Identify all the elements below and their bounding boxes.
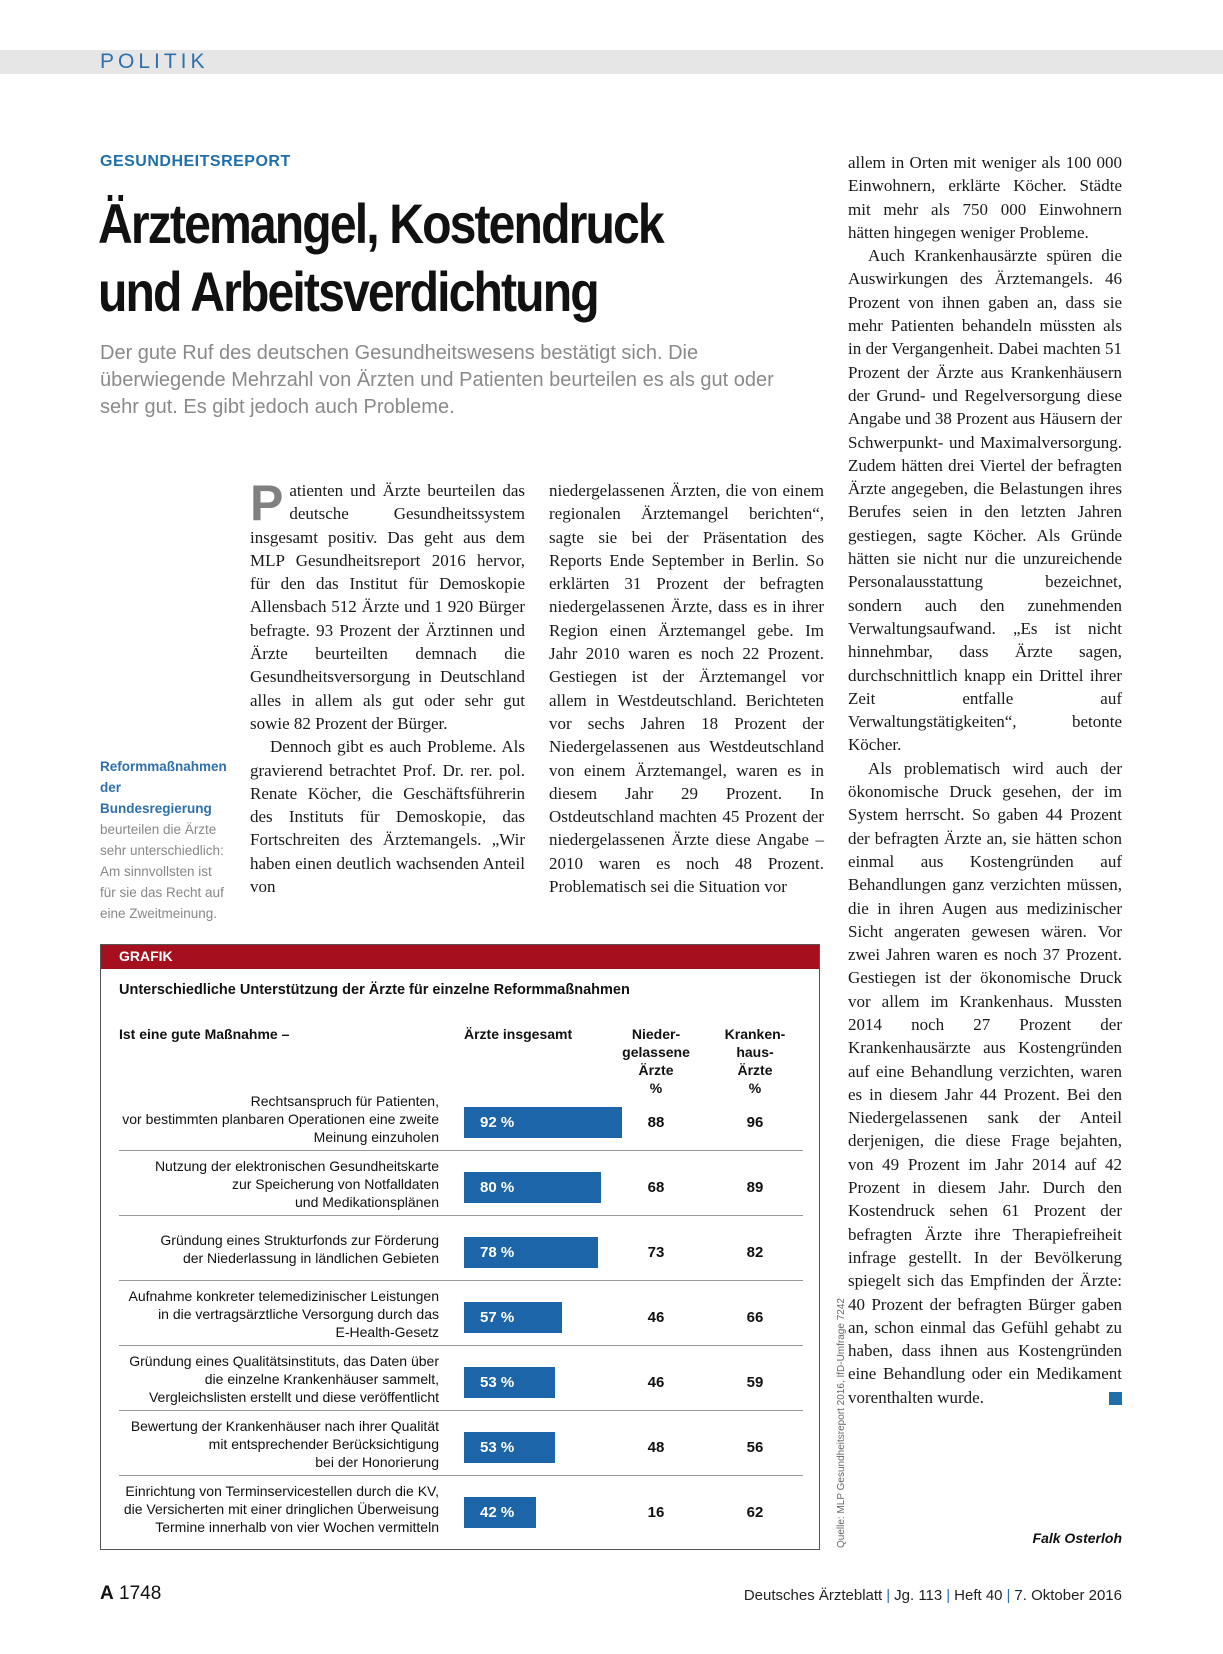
chart-row [101, 1476, 819, 1541]
paragraph: niedergelassenen Ärzten, die von einem regionalen Ärztemangel berichten“, sagte sie bei der Präsentation des Reports Ende September in Berlin. So erklärten 31 Prozent der befragten niedergelassenen Ärzte, dass es in ihrer Region einen Ärztemangel gebe. Im Jahr 2010 waren es noch 22 Prozent. Gestiegen ist der Ärztemangel vor allem in Westdeutschland. Berichteten vor sechs Jahren 18 Prozent der Niedergelassenen aus Westdeutschland von einem Ärztemangel, waren es in diesem Jahr 29 Prozent. In Ostdeutschland machten 45 Prozent der niedergelassenen Ärzte diese Angabe – 2010 waren es noch 48 Prozent. Problematisch sei die Situation vor [549, 481, 824, 897]
separator: | [886, 1587, 891, 1604]
sidebar-caption [100, 756, 226, 924]
end-mark-icon [1109, 1392, 1122, 1405]
separator: | [1006, 1587, 1011, 1604]
category-header: Ist eine gute Maßnahme – [119, 1026, 290, 1042]
value-niedergelassen: 73 [647, 1244, 665, 1261]
author: Falk Osterloh [1032, 1530, 1122, 1546]
column-header-krankenhaus: Kranken- haus- Ärzte % [724, 1026, 786, 1096]
article-kicker: GESUNDHEITSREPORT [100, 153, 291, 170]
headline-line-2: und Arbeitsverdichtung [98, 260, 598, 323]
bar-aerzte-insgesamt [464, 1172, 601, 1203]
volume: Jg. 113 [894, 1587, 943, 1604]
paragraph: Auch Krankenhausärzte spüren die Auswirkungen des Ärztemangels. 46 Prozent von ihnen gaben an, dass sie mehr Patienten behandeln müssten als in der Vergangenheit. Dabei machten 51 Prozent der Ärzte aus Krankenhäusern der Grund- und Regelversorgung diese Angabe und 38 Prozent aus Häusern der Schwerpunkt- und Maximalversorgung. Zudem hätten drei Viertel der befragten Ärzte angegeben, die Belastungen ihres Berufes seien in den letzten Jahren gestiegen, sagte Köcher. Als Gründe hätten sie nicht nur die unzureichende Personalausstattung bezeichnet, sondern auch den zunehmenden Verwaltungsaufwand. „Es ist nicht hinnehmbar, dass Ärzte sagen, durchschnittlich knapp ein Drittel ihrer Zeit entfalle auf Verwaltungstätigkeiten“, betonte Köcher. [848, 246, 1122, 755]
bar-value-label: 80 % [480, 1179, 515, 1196]
section-label: POLITIK [100, 50, 209, 73]
figure-source: Quelle: MLP Gesundheitsreport 2016, IfD-Umfrage 7242 [836, 1298, 847, 1548]
value-niedergelassen: 16 [647, 1504, 665, 1521]
chart-row [101, 1281, 819, 1346]
body-column-3 [848, 151, 1122, 1409]
bar-value-label: 53 % [480, 1374, 515, 1391]
category-label: Bewertung der Krankenhäuser nach ihrer Qualität mit entsprechender Berücksichtigung bei der Honorierung [130, 1417, 439, 1470]
body-column-2 [549, 479, 824, 898]
figure-title: Unterschiedliche Unterstützung der Ärzte für einzelne Reformmaßnahmen [119, 982, 630, 998]
paragraph-text: Als problematisch wird auch der ökonomische Druck gesehen, der im System herrscht. So gaben 44 Prozent der befragten Ärzte an, sie hätten schon einmal aus Kostengründen auf Behandlungen ganz verzichten müssen, die in ihren Augen aus medizinischer Sicht angeraten gewesen wären. Vor zwei Jahren waren es noch 37 Prozent. Gestiegen ist der ökonomische Druck vor allem im Krankenhaus. Mussten 2014 noch 27 Prozent der Krankenhausärzte aus Kostengründen auf eine Behandlung verzichten, waren es in diesem Jahr 44 Prozent. Bei den Niedergelassenen sank der Anteil derjenigen, die diese Frage bejahten, von 49 Prozent im Jahr 2014 auf 42 Prozent in diesem Jahr. Durch den Kostendruck sehen 61 Prozent der befragten Ärzte ihre Therapiefreiheit infrage gestellt. In der Bevölkerung spiegelt sich das Empfinden der Ärzte: 40 Prozent der befragten Bürger gaben an, schon einmal das Gefühl gehabt zu haben, dass ihnen aus Kostengründen eine Behandlung oder ein Medikament vorenthalten wurde. [848, 758, 1122, 1407]
bar-aerzte-insgesamt [464, 1432, 555, 1463]
headline-line-1: Ärztemangel, Kostendruck [98, 192, 663, 255]
value-krankenhaus: 66 [746, 1309, 764, 1326]
value-krankenhaus: 89 [746, 1179, 764, 1196]
article-lead: Der gute Ruf des deutschen Gesundheitswesens bestätigt sich. Die überwiegende Mehrzahl von Ärzten und Patienten beurteilen es als gut oder sehr gut. Es gibt jedoch auch Probleme. [100, 342, 774, 418]
value-niedergelassen: 88 [647, 1114, 665, 1131]
bar-value-label: 92 % [480, 1114, 515, 1131]
footer-citation [744, 1587, 1122, 1604]
bar-aerzte-insgesamt [464, 1237, 598, 1268]
chart-row [101, 1216, 819, 1281]
value-krankenhaus: 62 [746, 1504, 764, 1521]
article-headline [98, 190, 717, 326]
value-krankenhaus: 56 [746, 1439, 764, 1456]
separator: | [946, 1587, 951, 1604]
chart-row [101, 1346, 819, 1411]
paragraph [848, 757, 1122, 1409]
column-header-niedergelassen: Nieder- gelassene Ärzte % [622, 1026, 690, 1096]
bar-value-label: 42 % [480, 1504, 515, 1521]
caption-bold: Reformmaßnahmen der Bundesregierung [100, 759, 227, 816]
category-label: Einrichtung von Terminservicestellen durch die KV, die Versicherten mit einer dringlichen Überweisung Termine innerhalb von vier Wochen vermitteln [123, 1482, 439, 1535]
page-number [100, 1583, 161, 1605]
body-column-1 [250, 475, 525, 898]
category-label: Aufnahme konkreter telemedizinischer Leistungen in die vertragsärztliche Versorgung durch das E-Health-Gesetz [128, 1287, 439, 1340]
chart-row [101, 1151, 819, 1216]
paragraph: Dennoch gibt es auch Probleme. Als gravierend betrachtet Prof. Dr. rer. pol. Renate Köcher, die Geschäftsführerin des Instituts für Demoskopie, das Fortschreiten des Ärztemangels. „Wir haben einen deutlich wachsenden Anteil von [250, 737, 525, 897]
chart-row [101, 1086, 819, 1151]
drop-cap: P [250, 475, 284, 531]
bar-aerzte-insgesamt [464, 1302, 562, 1333]
category-label: Gründung eines Strukturfonds zur Förderung der Niederlassung in ländlichen Gebieten [160, 1231, 439, 1266]
category-label: Gründung eines Qualitätsinstituts, das Daten über die einzelne Krankenhäuser sammelt, Vergleichslisten erstellt und diese veröffentlicht [129, 1352, 439, 1405]
value-krankenhaus: 96 [746, 1114, 764, 1131]
bar-value-label: 78 % [480, 1244, 515, 1261]
bar-value-label: 53 % [480, 1439, 515, 1456]
bar-value-label: 57 % [480, 1309, 515, 1326]
figure-tag: GRAFIK [119, 948, 173, 964]
chart-row [101, 1411, 819, 1476]
paragraph [250, 475, 525, 735]
paragraph-text: atienten und Ärzte beurteilen das deutsche Gesundheitssystem insgesamt positiv. Das geht aus dem MLP Gesundheitsreport 2016 hervor, für den das Institut für Demoskopie Allensbach 512 Ärzte und 1 920 Bürger befragte. 93 Prozent der Ärztinnen und Ärzte beurteilten demnach die Gesundheitsversorgung in Deutschland alles in allem als gut oder sehr gut sowie 82 Prozent der Bürger. [250, 481, 525, 733]
date: 7. Oktober 2016 [1014, 1587, 1122, 1604]
page-prefix: A [100, 1583, 114, 1604]
bar-aerzte-insgesamt [464, 1367, 555, 1398]
value-krankenhaus: 82 [746, 1244, 764, 1261]
page-number-value: 1748 [119, 1583, 162, 1604]
value-niedergelassen: 46 [647, 1374, 665, 1391]
paragraph: allem in Orten mit weniger als 100 000 Einwohnern, erklärte Köcher. Städte mit mehr als 750 000 Einwohnern hätten hingegen weniger Probleme. [848, 153, 1122, 242]
value-krankenhaus: 59 [746, 1374, 764, 1391]
journal-name: Deutsches Ärzteblatt [743, 1587, 883, 1604]
column-header-gesamt: Ärzte insgesamt [464, 1026, 573, 1042]
figure-box [100, 944, 820, 1550]
category-label: Nutzung der elektronischen Gesundheitskarte zur Speicherung von Notfalldaten und Medikationsplänen [154, 1157, 439, 1210]
figure-header [101, 945, 819, 969]
value-niedergelassen: 46 [647, 1309, 665, 1326]
value-niedergelassen: 48 [647, 1439, 665, 1456]
issue: Heft 40 [954, 1587, 1003, 1604]
bar-aerzte-insgesamt [464, 1497, 536, 1528]
value-niedergelassen: 68 [647, 1179, 665, 1196]
category-label: Rechtsanspruch für Patienten, vor bestimmten planbaren Operationen eine zweite Meinung einzuholen [122, 1092, 439, 1145]
caption-text: beurteilen die Ärzte sehr unterschiedlich: Am sinnvollsten ist für sie das Recht auf eine Zweitmeinung. [100, 822, 224, 921]
bar-aerzte-insgesamt [464, 1107, 622, 1138]
